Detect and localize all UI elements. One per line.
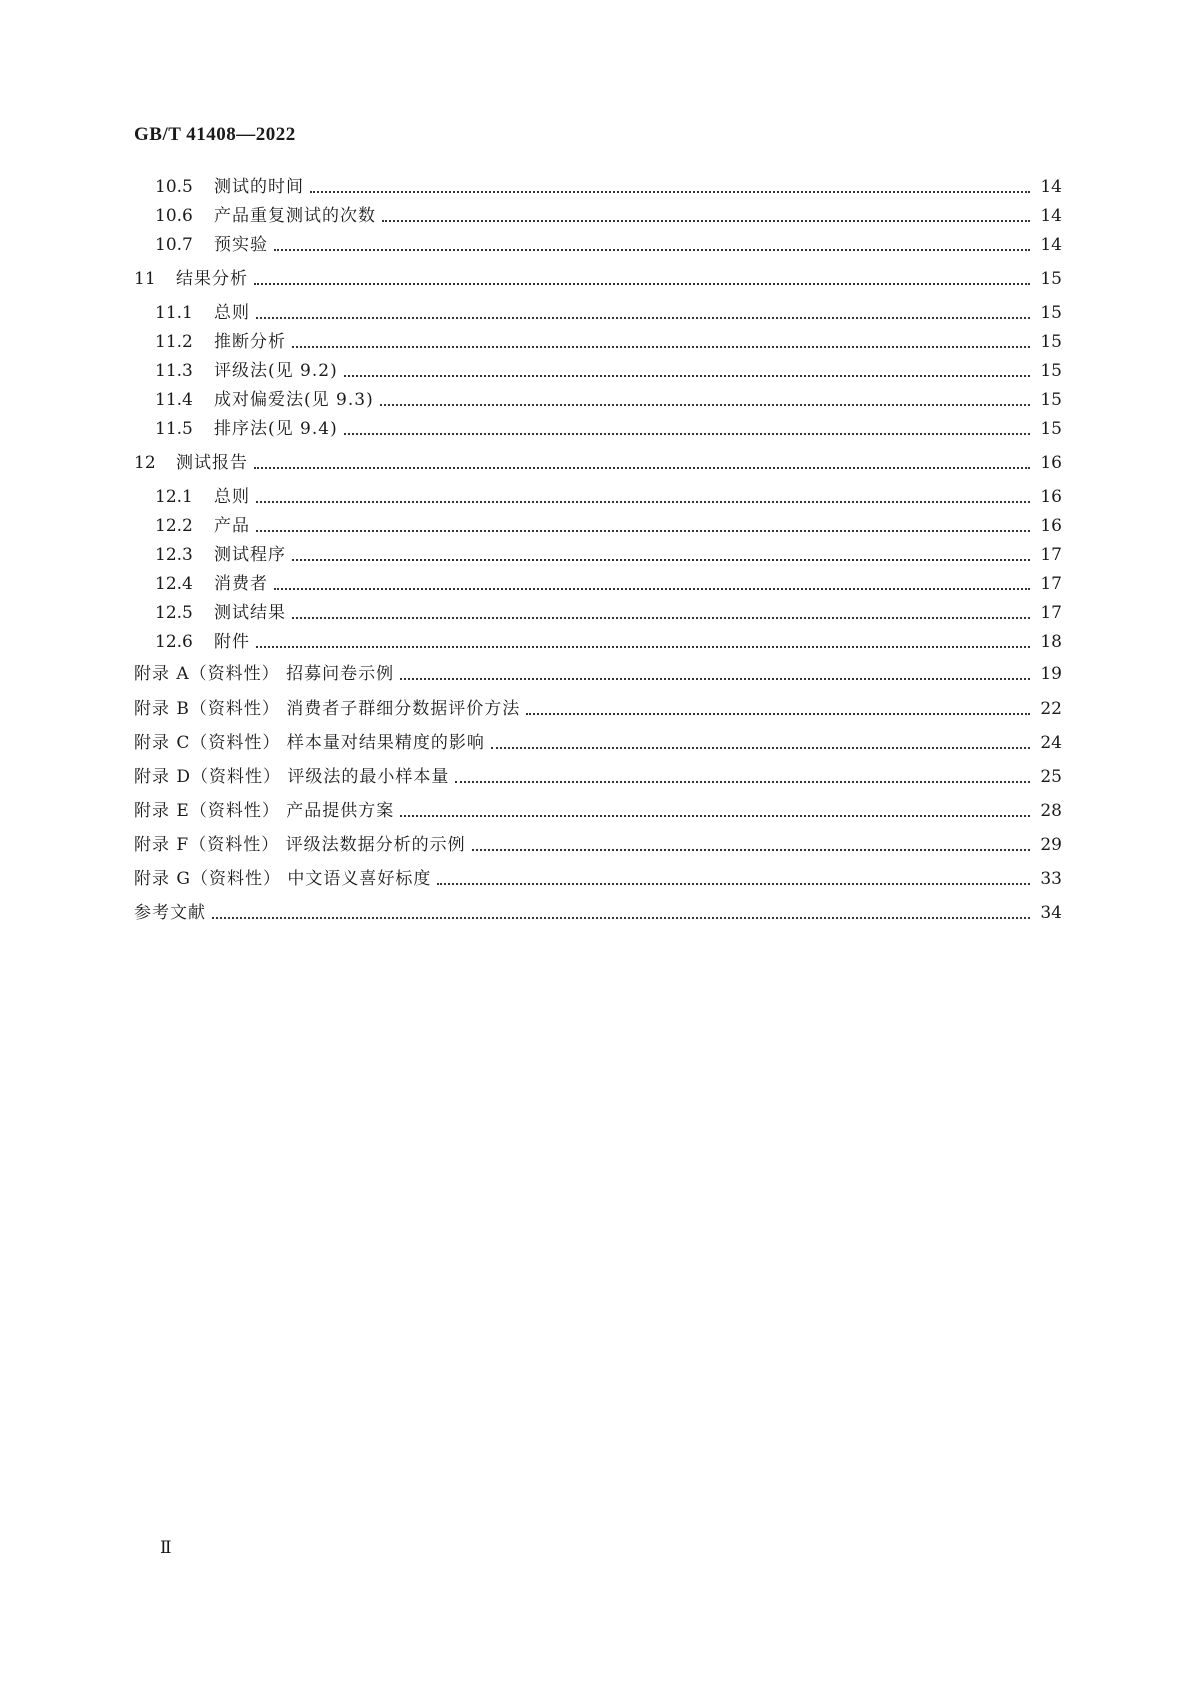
toc-leader bbox=[310, 191, 1030, 193]
toc-entry[interactable] bbox=[134, 828, 1062, 856]
toc-number: 11 bbox=[134, 269, 156, 289]
toc-title: 总则 bbox=[214, 303, 250, 323]
toc-title: 测试报告 bbox=[176, 453, 248, 473]
toc-title: 附录 G（资料性） 中文语义喜好标度 bbox=[134, 869, 432, 889]
toc-page: 14 bbox=[1040, 235, 1062, 255]
toc-number: 10.5 bbox=[155, 177, 193, 197]
toc-page: 14 bbox=[1040, 177, 1062, 197]
toc-title: 消费者 bbox=[214, 574, 268, 594]
toc-number: 12.6 bbox=[155, 632, 193, 652]
toc-title: 附录 B（资料性） 消费者子群细分数据评价方法 bbox=[134, 699, 521, 719]
toc-title: 测试程序 bbox=[214, 545, 286, 565]
toc-entry[interactable] bbox=[134, 199, 1062, 227]
toc-entry[interactable] bbox=[134, 692, 1062, 720]
document-code: GB/T 41408—2022 bbox=[134, 124, 296, 145]
toc-page: 17 bbox=[1040, 574, 1062, 594]
toc-page: 24 bbox=[1040, 733, 1062, 753]
toc-entry[interactable] bbox=[134, 625, 1062, 653]
toc-entry[interactable] bbox=[134, 354, 1062, 382]
toc-leader bbox=[292, 346, 1030, 348]
toc-number: 12 bbox=[134, 453, 156, 473]
toc-title: 附录 C（资料性） 样本量对结果精度的影响 bbox=[134, 733, 485, 753]
toc-title: 产品 bbox=[214, 516, 250, 536]
toc-page: 25 bbox=[1040, 767, 1062, 787]
toc-entry[interactable] bbox=[134, 446, 1062, 474]
toc-title: 参考文献 bbox=[134, 903, 206, 923]
toc-number: 12.3 bbox=[155, 545, 193, 565]
toc-title: 总则 bbox=[214, 487, 250, 507]
toc-entry[interactable] bbox=[134, 862, 1062, 890]
toc-title: 推断分析 bbox=[214, 332, 286, 352]
toc-page: 15 bbox=[1040, 332, 1062, 352]
toc-leader bbox=[380, 404, 1030, 406]
toc-leader bbox=[292, 617, 1030, 619]
toc-page: 29 bbox=[1040, 835, 1062, 855]
toc-entry[interactable] bbox=[134, 896, 1062, 924]
toc-number: 11.5 bbox=[155, 419, 193, 439]
toc-number: 12.2 bbox=[155, 516, 193, 536]
page-number: Ⅱ bbox=[160, 1538, 172, 1557]
toc-leader bbox=[344, 375, 1030, 377]
toc-page: 16 bbox=[1040, 453, 1062, 473]
toc-entry[interactable] bbox=[134, 262, 1062, 290]
toc-number: 12.1 bbox=[155, 487, 193, 507]
toc-page: 34 bbox=[1040, 903, 1062, 923]
toc-number: 11.3 bbox=[155, 361, 193, 381]
toc-leader bbox=[256, 501, 1030, 503]
toc-leader bbox=[292, 559, 1030, 561]
toc-page: 16 bbox=[1040, 487, 1062, 507]
toc-leader bbox=[437, 883, 1030, 885]
toc-entry[interactable] bbox=[134, 538, 1062, 566]
toc-entry[interactable] bbox=[134, 325, 1062, 353]
toc-entry[interactable] bbox=[134, 412, 1062, 440]
toc-page: 22 bbox=[1040, 699, 1062, 719]
toc-entry[interactable] bbox=[134, 596, 1062, 624]
toc-leader bbox=[400, 815, 1030, 817]
toc-page: 14 bbox=[1040, 206, 1062, 226]
toc-leader bbox=[344, 433, 1030, 435]
toc-title: 测试的时间 bbox=[214, 177, 304, 197]
toc-number: 10.7 bbox=[155, 235, 193, 255]
toc-number: 11.2 bbox=[155, 332, 193, 352]
toc-page: 17 bbox=[1040, 545, 1062, 565]
toc-leader bbox=[382, 220, 1030, 222]
toc-leader bbox=[254, 283, 1030, 285]
toc-page: 15 bbox=[1040, 269, 1062, 289]
toc-page: 15 bbox=[1040, 361, 1062, 381]
toc-page: 33 bbox=[1040, 869, 1062, 889]
toc-title: 附录 A（资料性） 招募问卷示例 bbox=[134, 664, 395, 684]
toc-entry[interactable] bbox=[134, 657, 1062, 685]
toc-page: 15 bbox=[1040, 390, 1062, 410]
toc-leader bbox=[400, 678, 1030, 680]
toc-entry[interactable] bbox=[134, 726, 1062, 754]
toc-entry[interactable] bbox=[134, 170, 1062, 198]
toc-entry[interactable] bbox=[134, 794, 1062, 822]
toc-number: 10.6 bbox=[155, 206, 193, 226]
toc-title: 预实验 bbox=[214, 235, 268, 255]
toc-title: 附录 D（资料性） 评级法的最小样本量 bbox=[134, 767, 450, 787]
toc-title: 测试结果 bbox=[214, 603, 286, 623]
toc-page: 17 bbox=[1040, 603, 1062, 623]
toc-leader bbox=[526, 713, 1030, 715]
toc-leader bbox=[455, 781, 1030, 783]
toc-leader bbox=[256, 646, 1030, 648]
toc-number: 12.4 bbox=[155, 574, 193, 594]
toc-page: 15 bbox=[1040, 303, 1062, 323]
toc-page: 16 bbox=[1040, 516, 1062, 536]
toc-title: 成对偏爱法(见 9.3) bbox=[214, 390, 374, 410]
toc-page: 28 bbox=[1040, 801, 1062, 821]
toc-title: 评级法(见 9.2) bbox=[214, 361, 338, 381]
toc-entry[interactable] bbox=[134, 509, 1062, 537]
toc-title: 附录 E（资料性） 产品提供方案 bbox=[134, 801, 395, 821]
toc-leader bbox=[274, 588, 1030, 590]
toc-title: 产品重复测试的次数 bbox=[214, 206, 376, 226]
toc-page: 18 bbox=[1040, 632, 1062, 652]
toc-page: 15 bbox=[1040, 419, 1062, 439]
toc-title: 附件 bbox=[214, 632, 250, 652]
toc-number: 11.4 bbox=[155, 390, 193, 410]
toc-number: 11.1 bbox=[155, 303, 193, 323]
toc-entry[interactable] bbox=[134, 228, 1062, 256]
toc-page: 19 bbox=[1040, 664, 1062, 684]
toc-entry[interactable] bbox=[134, 567, 1062, 595]
toc-entry[interactable] bbox=[134, 296, 1062, 324]
toc-title: 结果分析 bbox=[176, 269, 248, 289]
toc-title: 附录 F（资料性） 评级法数据分析的示例 bbox=[134, 835, 466, 855]
toc-leader bbox=[472, 849, 1030, 851]
toc-leader bbox=[256, 530, 1030, 532]
toc-entry[interactable] bbox=[134, 760, 1062, 788]
toc-title: 排序法(见 9.4) bbox=[214, 419, 338, 439]
toc-entry[interactable] bbox=[134, 383, 1062, 411]
toc-leader bbox=[274, 249, 1030, 251]
toc-number: 12.5 bbox=[155, 603, 193, 623]
toc-leader bbox=[254, 467, 1030, 469]
toc-leader bbox=[212, 917, 1030, 919]
toc-leader bbox=[491, 747, 1030, 749]
toc-leader bbox=[256, 317, 1030, 319]
toc-entry[interactable] bbox=[134, 480, 1062, 508]
